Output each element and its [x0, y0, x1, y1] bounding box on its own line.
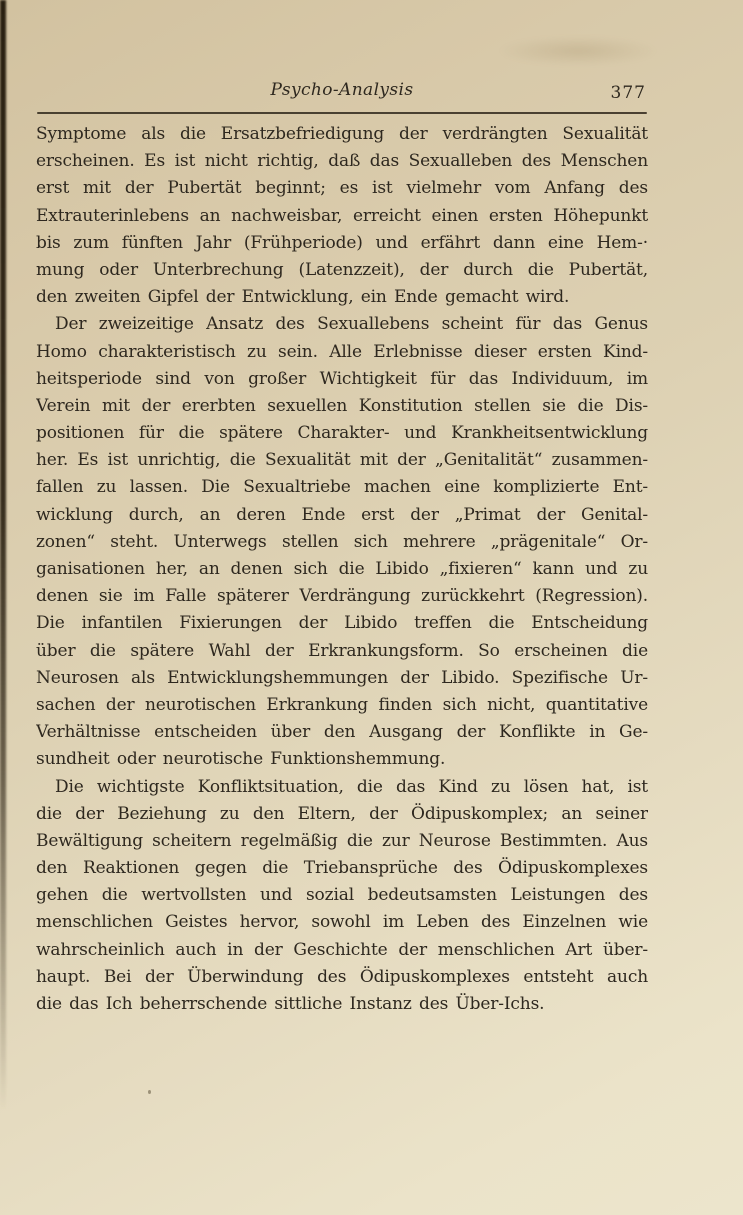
- paper-stain: [498, 36, 658, 66]
- paper-speck: [148, 1090, 151, 1094]
- text-line: ganisationen her, an denen sich die Libido „fixieren“ kann und zu: [36, 559, 648, 579]
- text-line: denen sie im Falle späterer Verdrängung zurückkehrt (Regression).: [36, 586, 648, 607]
- page-text: [36, 121, 648, 1018]
- text-line: den Reaktionen gegen die Triebansprüche des Ödipuskomplexes: [36, 858, 648, 879]
- text-line: wahrscheinlich auch in der Geschichte der menschlichen Art über-: [36, 939, 648, 960]
- text-line: Extrauterinlebens an nachweisbar, erreicht einen ersten Höhepunkt: [36, 205, 648, 226]
- text-line: positionen für die spätere Charakter- und Krankheitsentwicklung: [36, 423, 648, 444]
- text-line: heitsperiode sind von großer Wichtigkeit für das Individuum, im: [36, 368, 648, 389]
- text-line: über die spätere Wahl der Erkrankungsform. So erscheinen die: [36, 640, 648, 661]
- text-line: Verhältnisse entscheiden über den Ausgang der Konflikte in Ge-: [36, 722, 648, 743]
- text-line: gehen die wertvollsten und sozial bedeutsamsten Leistungen des: [36, 885, 648, 906]
- text-line: Die infantilen Fixierungen der Libido treffen die Entscheidung: [36, 613, 648, 634]
- text-line: sundheit oder neurotische Funktionshemmung.: [36, 749, 446, 770]
- text-line: Neurosen als Entwicklungshemmungen der Libido. Spezifische Ur-: [36, 667, 648, 688]
- text-line: Der zweizeitige Ansatz des Sexuallebens scheint für das Genus: [55, 314, 648, 335]
- text-line: menschlichen Geistes hervor, sowohl im Leben des Einzelnen wie: [36, 912, 648, 933]
- text-line: zonen“ steht. Unterwegs stellen sich mehrere „prägenitale“ Or-: [36, 531, 648, 552]
- text-line: sachen der neurotischen Erkrankung finden sich nicht, quantitative: [36, 694, 648, 715]
- text-line: wicklung durch, an deren Ende erst der „Primat der Genital-: [36, 504, 648, 525]
- text-line: haupt. Bei der Überwindung des Ödipuskomplexes entsteht auch: [36, 966, 648, 987]
- text-line: Bewältigung scheitern regelmäßig die zur Neurose Bestimmten. Aus: [36, 830, 648, 851]
- text-line: die der Beziehung zu den Eltern, der Ödipuskomplex; an seiner: [36, 803, 648, 824]
- text-line: mung oder Unterbrechung (Latenzzeit), der durch die Pubertät,: [36, 259, 648, 280]
- page-number: 377: [610, 83, 646, 103]
- text-line: Die wichtigste Konfliktsituation, die das Kind zu lösen hat, ist: [55, 776, 648, 797]
- text-line: erscheinen. Es ist nicht richtig, daß das Sexualleben des Menschen: [36, 151, 648, 172]
- text-line: her. Es ist unrichtig, die Sexualität mit der „Genitalität“ zusammen-: [36, 450, 648, 471]
- text-line: Homo charakteristisch zu sein. Alle Erlebnisse dieser ersten Kind-: [36, 341, 648, 362]
- text-line: die das Ich beherrschende sittliche Instanz des Über-Ichs.: [36, 994, 545, 1014]
- text-line: bis zum fünften Jahr (Frühperiode) und erfährt dann eine Hem-·: [36, 232, 648, 253]
- running-head-title: Psycho-Analysis: [270, 80, 414, 100]
- text-line: erst mit der Pubertät beginnt; es ist vielmehr vom Anfang des: [36, 178, 648, 199]
- text-line: Verein mit der ererbten sexuellen Konstitution stellen sie die Dis-: [36, 395, 648, 416]
- text-line: den zweiten Gipfel der Entwicklung, ein Ende gemacht wird.: [36, 287, 570, 308]
- running-head: [36, 80, 648, 110]
- page-edge-shadow: [0, 0, 6, 1110]
- header-rule: [37, 112, 647, 114]
- text-line: fallen zu lassen. Die Sexualtriebe machen eine komplizierte Ent-: [36, 477, 648, 498]
- text-line: Symptome als die Ersatzbefriedigung der verdrängten Sexualität: [36, 124, 648, 144]
